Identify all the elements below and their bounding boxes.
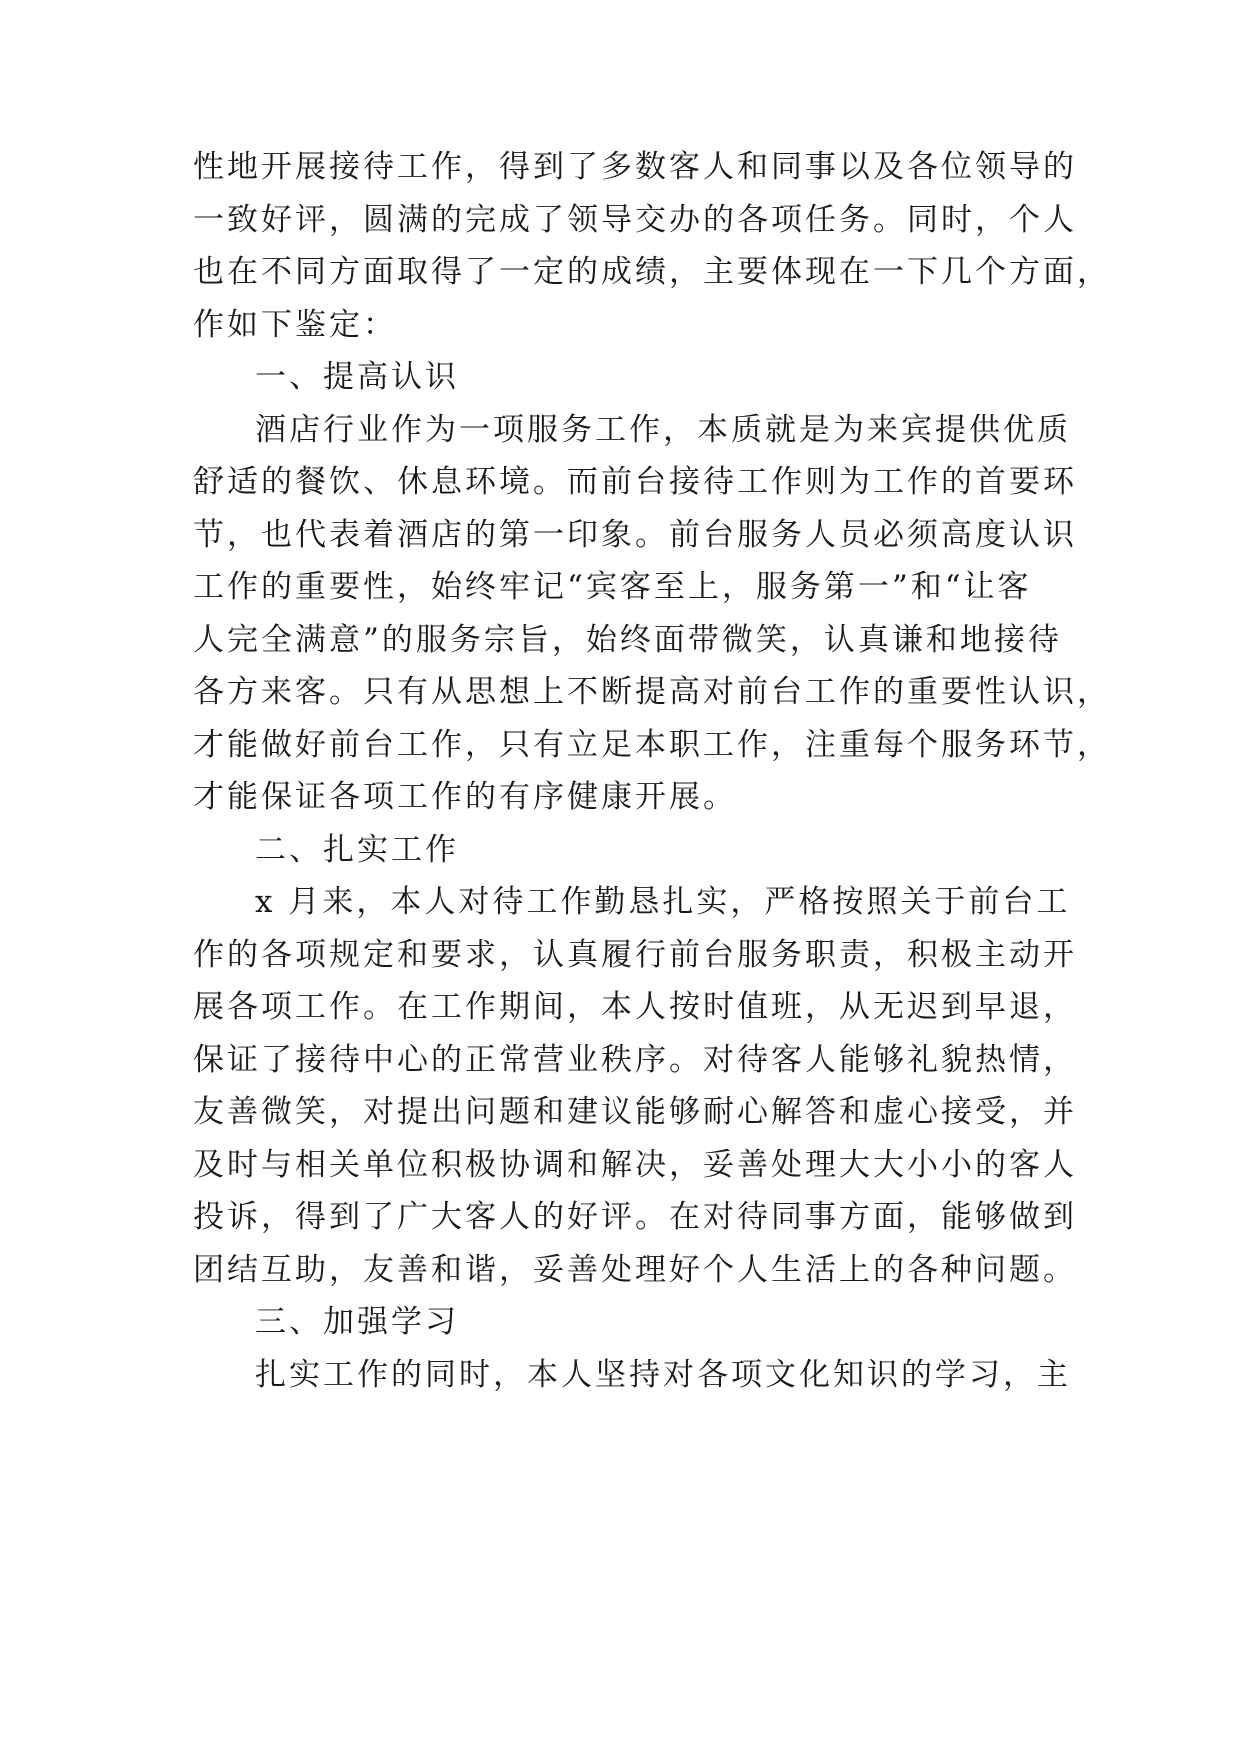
paragraph-first-line: 酒店行业作为一项服务工作，本质就是为来宾提供优质 — [255, 412, 1071, 448]
body-text-line: 作的各项规定和要求，认真履行前台服务职责，积极主动开 — [193, 937, 1077, 973]
body-text-line: 节，也代表着酒店的第一印象。前台服务人员必须高度认识 — [193, 517, 1077, 553]
body-text-line: 展各项工作。在工作期间，本人按时值班，从无迟到早退， — [193, 989, 1077, 1025]
section-heading: 二、扎实工作 — [255, 832, 459, 868]
paragraph-first-line: 扎实工作的同时，本人坚持对各项文化知识的学习，主 — [255, 1357, 1071, 1393]
section-heading: 一、提高认识 — [255, 359, 459, 395]
body-text-line: 一致好评，圆满的完成了领导交办的各项任务。同时，个人 — [193, 202, 1077, 238]
body-text-line: 工作的重要性，始终牢记“宾客至上，服务第一”和“让客 — [193, 569, 1032, 605]
body-text-line: 及时与相关单位积极协调和解决，妥善处理大大小小的客人 — [193, 1147, 1077, 1183]
body-text-line: 舒适的餐饮、休息环境。而前台接待工作则为工作的首要环 — [193, 464, 1077, 500]
body-text-line: 人完全满意”的服务宗旨，始终面带微笑，认真谦和地接待 — [193, 622, 1062, 658]
body-text-line: 性地开展接待工作，得到了多数客人和同事以及各位领导的 — [193, 149, 1077, 185]
paragraph-first-line: x 月来，本人对待工作勤恳扎实，严格按照关于前台工 — [255, 884, 1071, 920]
body-text-line: 才能做好前台工作，只有立足本职工作，注重每个服务环节， — [193, 727, 1111, 763]
body-text-line: 投诉，得到了广大客人的好评。在对待同事方面，能够做到 — [193, 1199, 1077, 1235]
body-text-line: 各方来客。只有从思想上不断提高对前台工作的重要性认识， — [193, 674, 1111, 710]
body-text-line: 作如下鉴定： — [193, 307, 397, 343]
body-text-line: 保证了接待中心的正常营业秩序。对待客人能够礼貌热情， — [193, 1042, 1077, 1078]
body-text-line: 友善微笑，对提出问题和建议能够耐心解答和虚心接受，并 — [193, 1094, 1077, 1130]
body-text-line: 团结互助，友善和谐，妥善处理好个人生活上的各种问题。 — [193, 1252, 1077, 1288]
body-text-line: 才能保证各项工作的有序健康开展。 — [193, 779, 737, 815]
section-heading: 三、加强学习 — [255, 1304, 459, 1340]
body-text-line: 也在不同方面取得了一定的成绩，主要体现在一下几个方面， — [193, 254, 1111, 290]
